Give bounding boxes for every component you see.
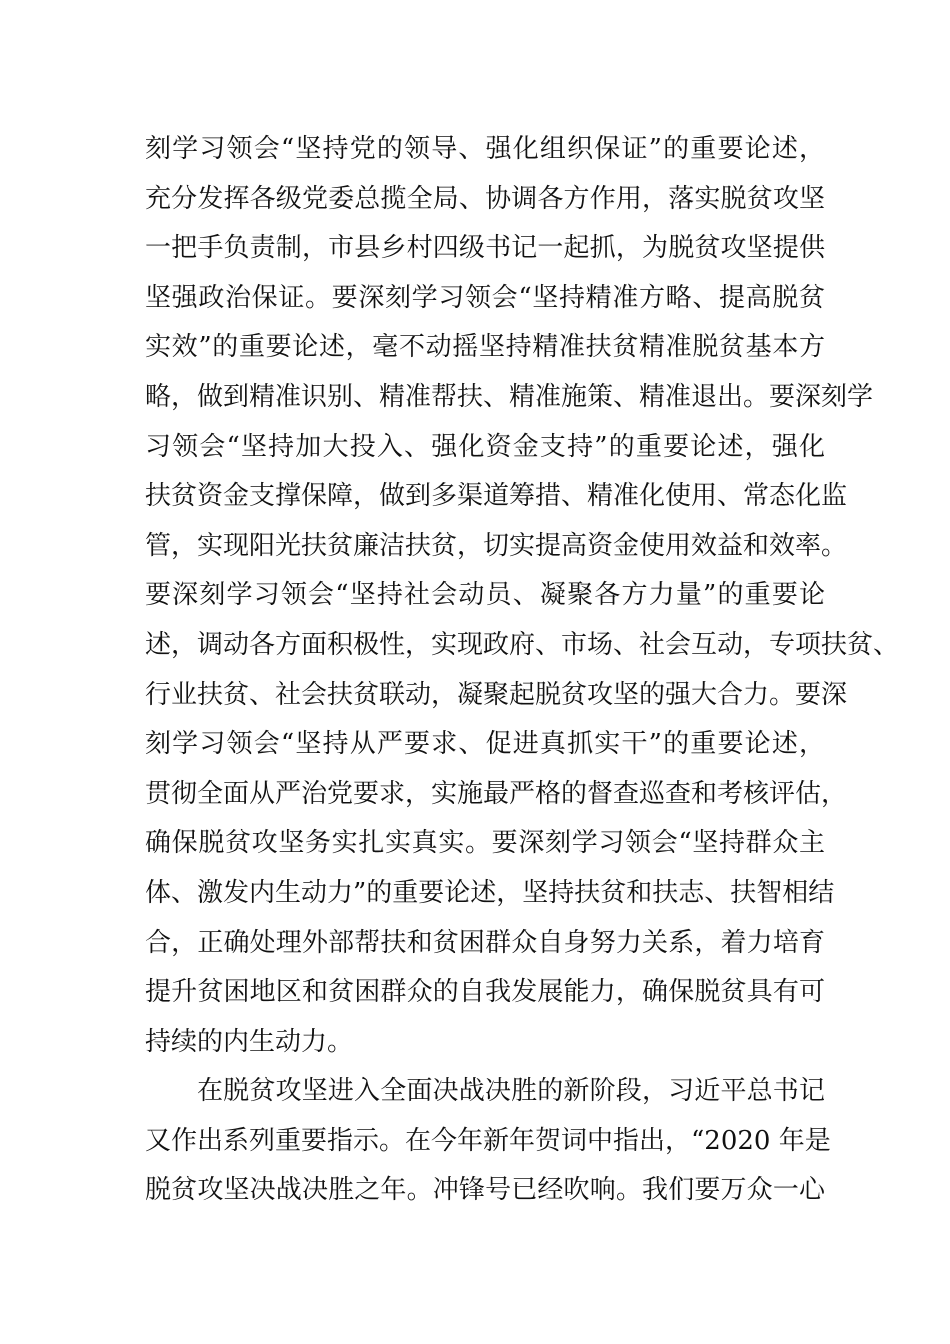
text-line: 体、激发内生动力”的重要论述，坚持扶贫和扶志、扶智相结 xyxy=(145,877,835,908)
text-line: 习领会“坚持加大投入、强化资金支持”的重要论述，强化 xyxy=(145,431,825,462)
body-paragraph xyxy=(145,125,900,1067)
text-line: 刻学习领会“坚持党的领导、强化组织保证”的重要论述， xyxy=(145,134,825,164)
text-line: 确保脱贫攻坚务实扎实真实。要深刻学习领会“坚持群众主 xyxy=(145,828,825,859)
text-line: 刻学习领会“坚持从严要求、促进真抓实干”的重要论述， xyxy=(145,729,825,760)
text-line: 贯彻全面从严治党要求，实施最严格的督查巡查和考核评估， xyxy=(145,778,848,809)
text-line: 充分发挥各级党委总揽全局、协调各方作用，落实脱贫攻坚 xyxy=(145,183,825,214)
text-line: 持续的内生动力。 xyxy=(145,1026,354,1057)
text-line: 要深刻学习领会“坚持社会动员、凝聚各方力量”的重要论 xyxy=(145,580,825,611)
text-line: 一把手负责制，市县乡村四级书记一起抓，为脱贫攻坚提供 xyxy=(145,233,825,264)
text-line: 脱贫攻坚决战决胜之年。冲锋号已经吹响。我们要万众一心 xyxy=(145,1175,825,1206)
document-body xyxy=(145,125,900,1216)
text-line: 提升贫困地区和贫困群众的自我发展能力，确保脱贫具有可 xyxy=(145,977,825,1008)
text-line: 坚强政治保证。要深刻学习领会“坚持精准方略、提高脱贫 xyxy=(145,282,825,313)
text-line: 行业扶贫、社会扶贫联动，凝聚起脱贫攻坚的强大合力。要深 xyxy=(145,679,848,710)
text-line: 合，正确处理外部帮扶和贫困群众自身努力关系，着力培育 xyxy=(145,927,825,958)
text-line: 述，调动各方面积极性，实现政府、市场、社会互动，专项扶贫、 xyxy=(145,629,900,660)
body-paragraph xyxy=(145,1067,831,1216)
text-line: 实效”的重要论述，毫不动摇坚持精准扶贫精准脱贫基本方 xyxy=(145,332,825,363)
text-line: 又作出系列重要指示。在今年新年贺词中指出，“2020 年是 xyxy=(145,1125,831,1156)
text-line: 略，做到精准识别、精准帮扶、精准施策、精准退出。要深刻学 xyxy=(145,381,874,412)
text-line: 管，实现阳光扶贫廉洁扶贫，切实提高资金使用效益和效率。 xyxy=(145,530,848,561)
text-line: 扶贫资金支撑保障，做到多渠道筹措、精准化使用、常态化监 xyxy=(145,481,848,512)
text-line: 在脱贫攻坚进入全面决战决胜的新阶段，习近平总书记 xyxy=(197,1076,825,1107)
